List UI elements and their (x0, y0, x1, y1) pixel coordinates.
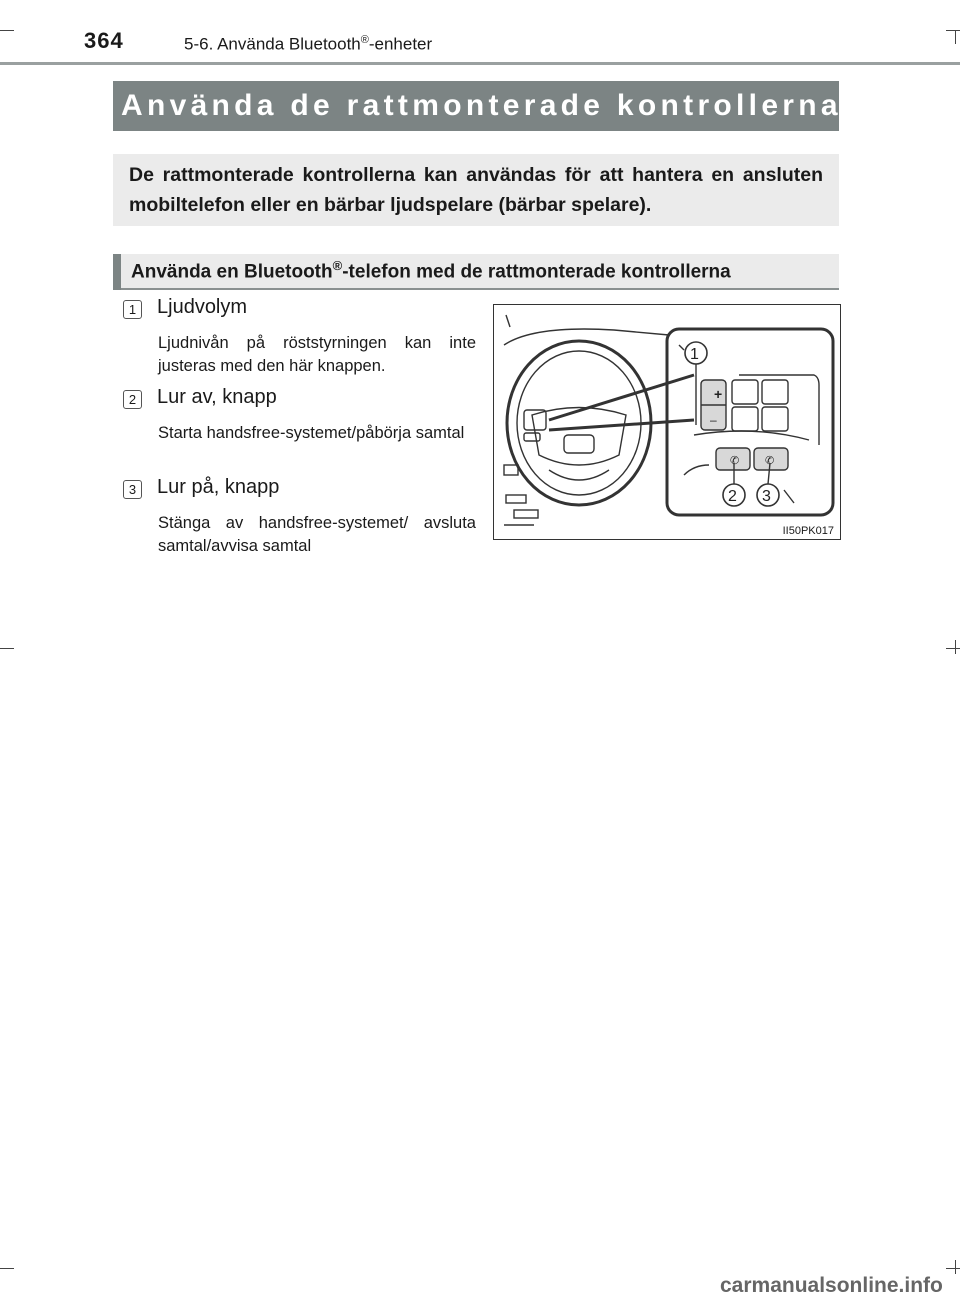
item-description: Ljudnivån på röststyrningen kan inte justeras med den här knappen. (158, 334, 476, 375)
item-title: Lur av, knapp (157, 386, 277, 408)
figure-code: II50PK017 (782, 525, 834, 537)
item-title: Ljudvolym (157, 296, 248, 318)
list-item (123, 296, 478, 380)
section-suffix: -enheter (368, 34, 433, 54)
item-number-badge: 1 (123, 300, 142, 319)
intro-box (113, 154, 839, 226)
plus-symbol: + (714, 386, 723, 402)
callout-2: 2 (728, 488, 737, 505)
steering-wheel-drawing (494, 305, 840, 539)
callout-1: 1 (690, 346, 699, 363)
subheading-bar (113, 254, 839, 290)
steering-wheel-illustration (493, 304, 841, 540)
callout-3: 3 (762, 488, 771, 505)
minus-symbol: – (710, 413, 717, 427)
crop-mark (0, 1268, 14, 1269)
subheading-prefix: Använda en Bluetooth (131, 261, 333, 283)
watermark: carmanualsonline.info (720, 1274, 943, 1297)
page-title: Använda de rattmonterade kontrollerna (121, 89, 842, 122)
section-name: 5-6. Använda Bluetooth (184, 34, 361, 54)
crop-mark (0, 648, 14, 649)
section-path (184, 34, 432, 55)
registered-mark: ® (360, 34, 369, 46)
subheading (131, 258, 731, 283)
crop-mark (955, 640, 956, 654)
title-bar (113, 81, 842, 131)
registered-mark: ® (332, 258, 343, 273)
item-number-badge: 3 (123, 480, 142, 499)
crop-mark (946, 648, 960, 649)
item-description: Stänga av handsfree-systemet/ avsluta samtal/avvisa samtal (158, 514, 476, 555)
list-item (123, 386, 478, 470)
subheading-suffix: -telefon med de rattmonterade kontrollerna (342, 261, 731, 283)
page-number: 364 (84, 28, 124, 53)
crop-mark (955, 1260, 956, 1274)
intro-text: De rattmonterade kontrollerna kan användas för att hantera en ansluten mobiltelefon eller en bärbar ljudspelare (bärbar spelare). (129, 164, 823, 216)
item-title: Lur på, knapp (157, 476, 280, 498)
list-item (123, 476, 478, 560)
page-header (0, 0, 960, 66)
crop-mark (946, 1268, 960, 1269)
item-number-badge: 2 (123, 390, 142, 409)
phone-pickup-icon: ✆ (730, 455, 740, 467)
phone-hangup-icon: ✆ (765, 455, 775, 467)
header-rule (0, 62, 960, 65)
item-description: Starta handsfree-systemet/påbörja samtal (158, 424, 465, 442)
